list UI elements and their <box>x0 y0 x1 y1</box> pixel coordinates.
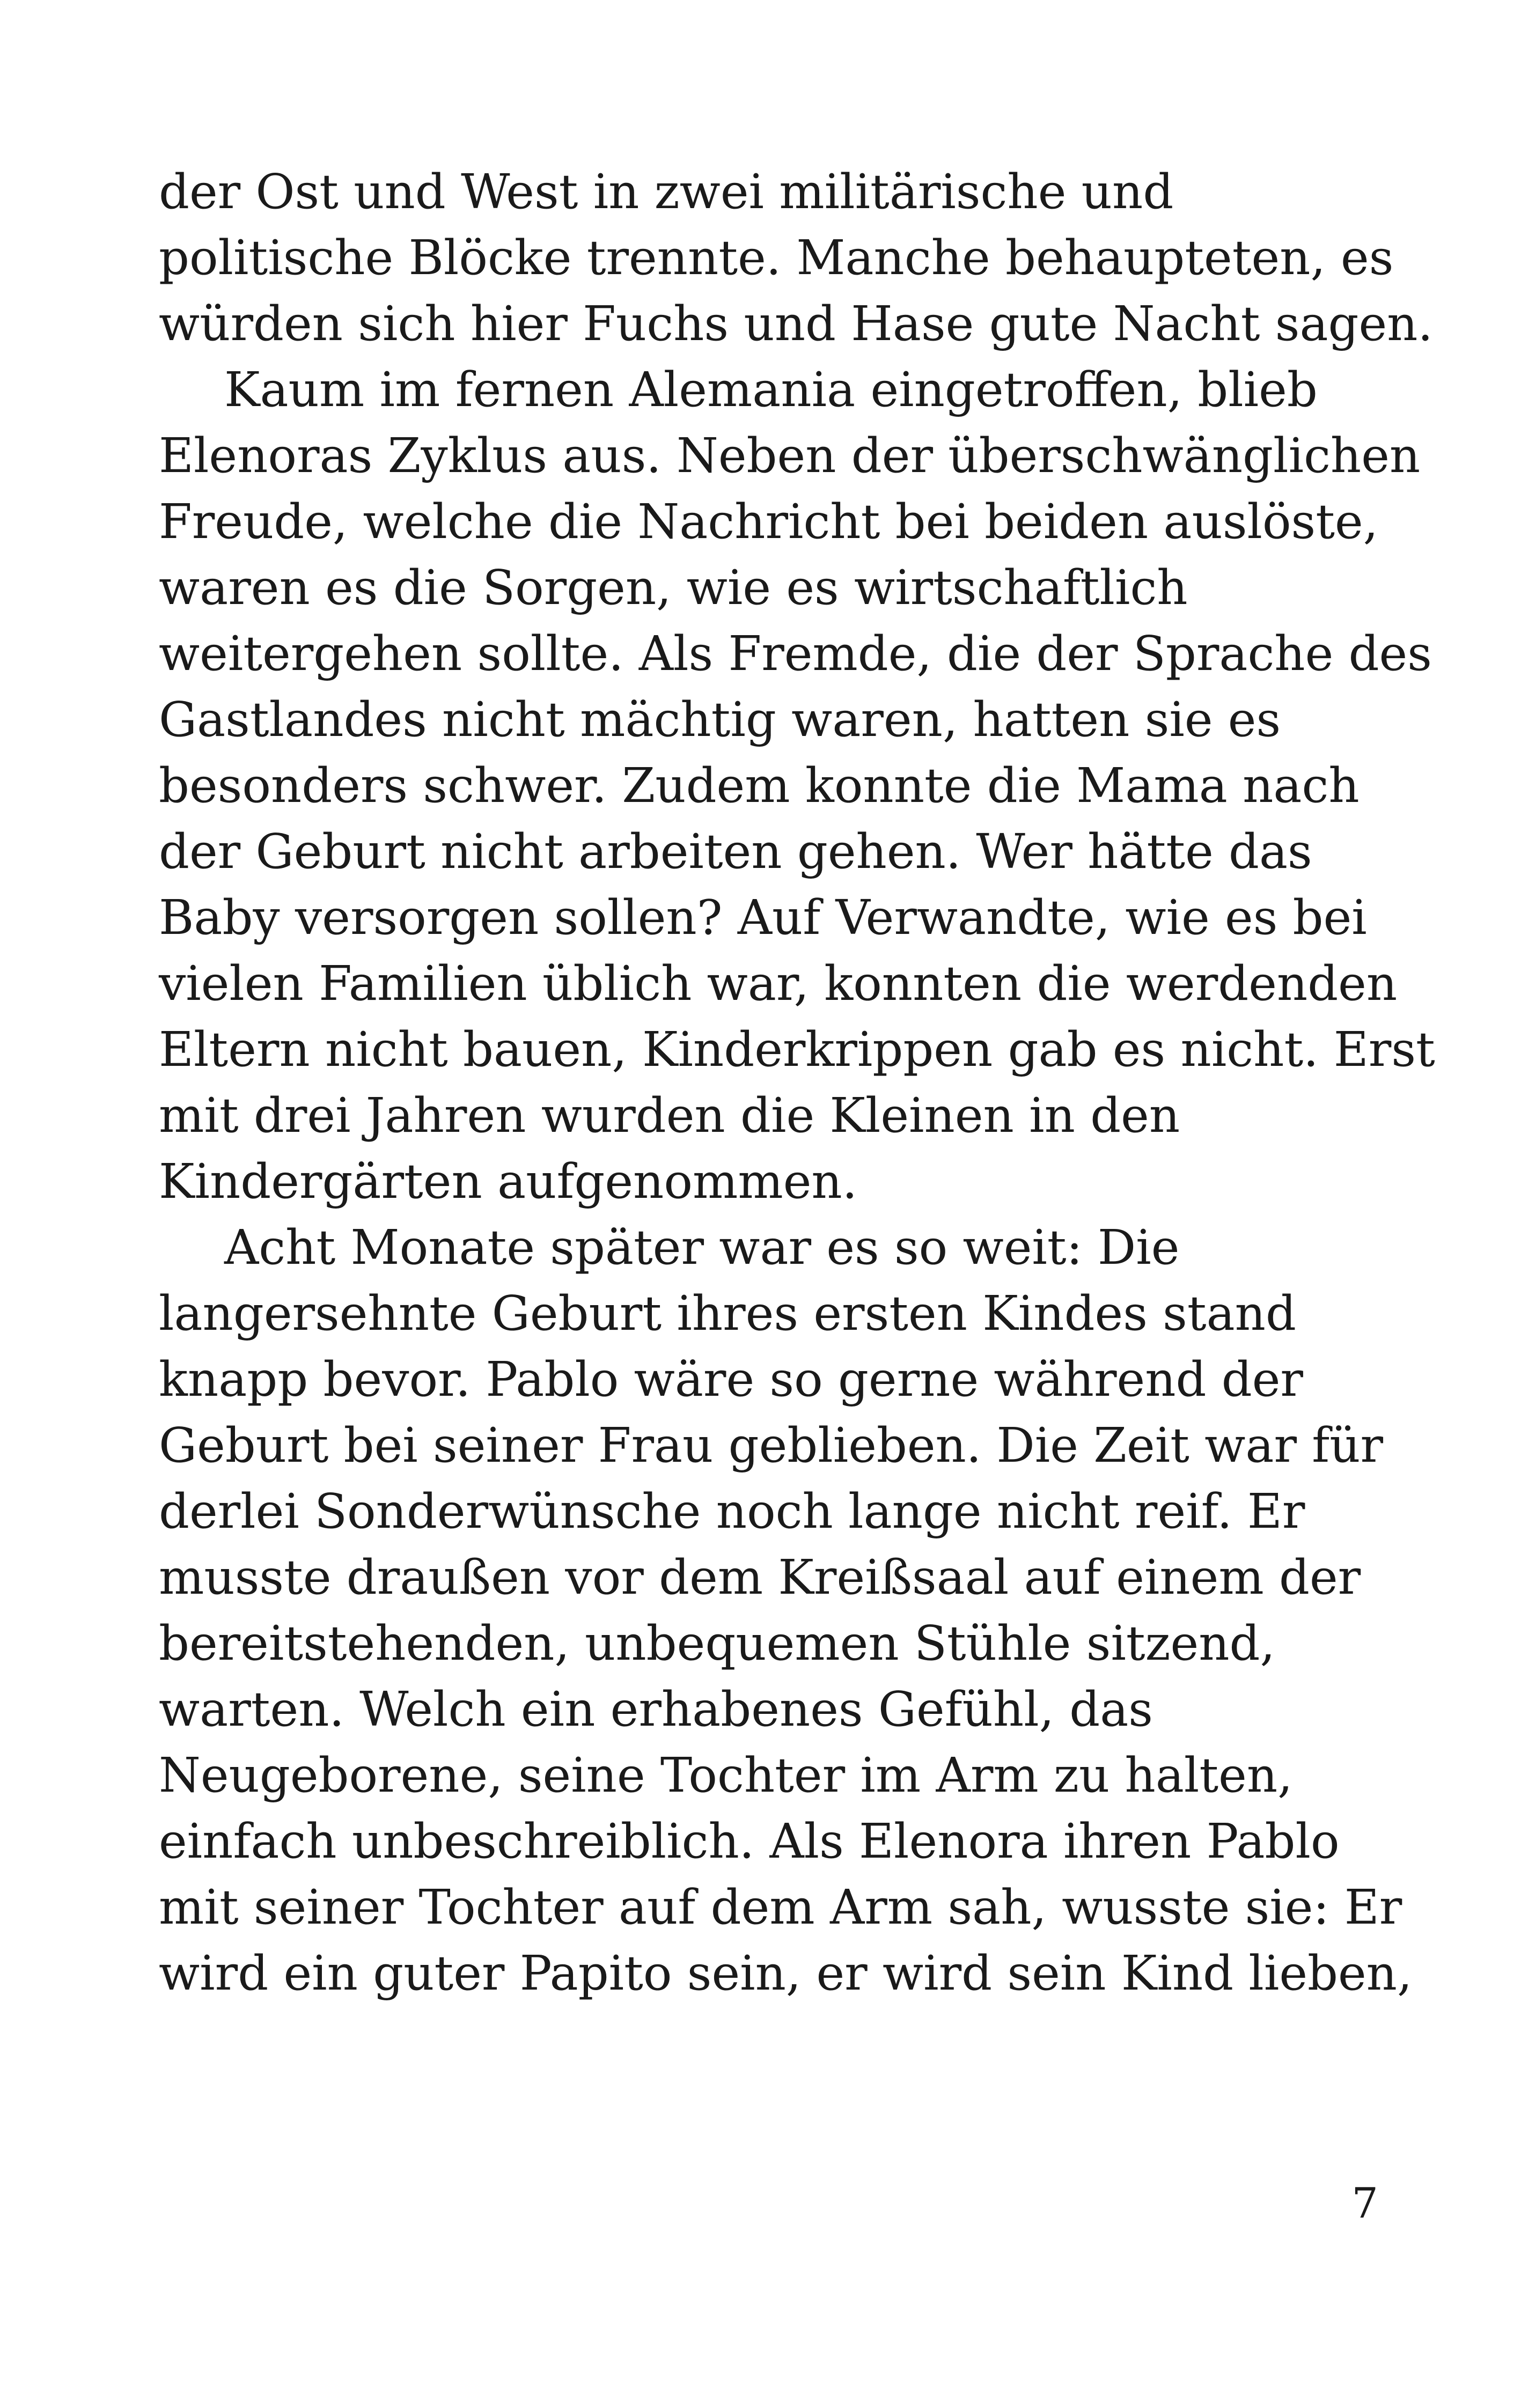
page-number: 7 <box>1351 2179 1378 2228</box>
text-line: weitergehen sollte. Als Fremde, die der Sprache des <box>159 625 1432 681</box>
paragraph-first-line: Kaum im fernen Alemania eingetroffen, blieb <box>224 362 1318 417</box>
text-line: würden sich hier Fuchs und Hase gute Nacht sagen. <box>159 296 1433 351</box>
body-text <box>159 159 1435 2006</box>
text-line: musste draußen vor dem Kreißsaal auf einem der <box>159 1549 1361 1605</box>
text-line: Geburt bei seiner Frau geblieben. Die Zeit war für <box>159 1417 1384 1473</box>
text-line: langersehnte Geburt ihres ersten Kindes stand <box>159 1285 1296 1341</box>
text-line: besonders schwer. Zudem konnte die Mama nach <box>159 757 1360 813</box>
text-line: bereitstehenden, unbequemen Stühle sitzend, <box>159 1615 1275 1671</box>
text-line: einfach unbeschreiblich. Als Elenora ihren Pablo <box>159 1813 1340 1869</box>
text-line: vielen Familien üblich war, konnten die werdenden <box>159 955 1398 1011</box>
text-line: Eltern nicht bauen, Kinderkrippen gab es nicht. Erst <box>159 1021 1435 1077</box>
text-line: der Geburt nicht arbeiten gehen. Wer hätte das <box>159 823 1312 879</box>
text-line: Elenoras Zyklus aus. Neben der überschwänglichen <box>159 428 1421 483</box>
text-line: der Ost und West in zwei militärische und <box>159 164 1174 219</box>
text-line: warten. Welch ein erhabenes Gefühl, das <box>159 1681 1153 1737</box>
text-line: Freude, welche die Nachricht bei beiden auslöste, <box>159 494 1378 549</box>
paragraph-first-line: Acht Monate später war es so weit: Die <box>224 1219 1180 1275</box>
text-line: Baby versorgen sollen? Auf Verwandte, wie es bei <box>159 889 1367 945</box>
text-line: derlei Sonderwünsche noch lange nicht reif. Er <box>159 1483 1305 1539</box>
text-line: Kindergärten aufgenommen. <box>159 1153 858 1209</box>
text-line: politische Blöcke trennte. Manche behaupteten, es <box>159 230 1394 285</box>
text-line: Gastlandes nicht mächtig waren, hatten sie es <box>159 691 1281 747</box>
text-line: waren es die Sorgen, wie es wirtschaftlich <box>159 559 1188 615</box>
text-line: wird ein guter Papito sein, er wird sein Kind lieben, <box>159 1945 1413 2001</box>
text-line: mit seiner Tochter auf dem Arm sah, wusste sie: Er <box>159 1879 1402 1935</box>
text-line: knapp bevor. Pablo wäre so gerne während der <box>159 1351 1303 1407</box>
text-line: Neugeborene, seine Tochter im Arm zu halten, <box>159 1747 1293 1803</box>
text-line: mit drei Jahren wurden die Kleinen in den <box>159 1087 1180 1143</box>
